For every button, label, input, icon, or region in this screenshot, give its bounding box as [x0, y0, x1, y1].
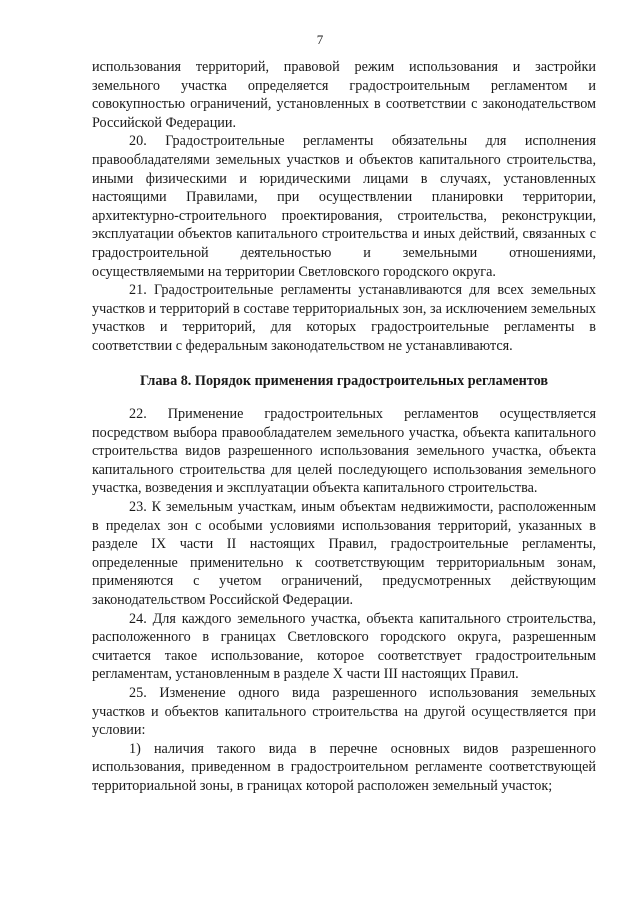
document-body: [92, 58, 596, 796]
page-number: 7: [316, 32, 324, 47]
paragraph-23: 23. К земельным участкам, иным объектам недвижимости, расположенным в пределах зон с особыми условиями использования территорий, указанных в разделе IX части II настоящих Правил, градостроительные регламенты, определенные применительно к соответствующим территориальным зонам, применяются с учетом ограничений, предусмотренных действующим законодательством Российской Федерации.: [92, 499, 596, 609]
paragraph-20: 20. Градостроительные регламенты обязательны для исполнения правообладателями земельных участков и объектов капитального строительства, иными физическими и юридическими лицами в случаях, установленных настоящими Правилами, при осуществлении планировки территории, архитектурно-строительного проектирования, строительства, реконструкции, эксплуатации объектов капитального строительства и иных действий, связанных с градостроительной деятельностью и земельными отношениями, осуществляемыми на территории Светловского городского округа.: [92, 133, 596, 280]
paragraph-25: 25. Изменение одного вида разрешенного использования земельных участков и объектов капитального строительства на другой осуществляется при условии:: [92, 685, 596, 739]
chapter-heading: Глава 8. Порядок применения градостроительных регламентов: [139, 372, 549, 389]
paragraph-22: 22. Применение градостроительных регламентов осуществляется посредством выбора правообладателем земельного участка, объекта капитального строительства видов разрешенного использования земельного участка, объекта капитального строительства для целей последующего использования земельного участка, возведения и эксплуатации объекта капитального строительства.: [92, 406, 596, 497]
paragraph-24: 24. Для каждого земельного участка, объекта капитального строительства, расположенного в границах Светловского городского округа, разрешенным считается такое использование, которое соответствует градостроительным регламентам, установленным в разделе X части III настоящих Правил.: [92, 610, 596, 683]
paragraph-21: 21. Градостроительные регламенты устанавливаются для всех земельных участков и территорий в составе территориальных зон, за исключением земельных участков и территорий, для которых градостроительные регламенты в соответствии с федеральным законодательством не устанавливаются.: [92, 282, 596, 354]
paragraph-25-item-1: 1) наличия такого вида в перечне основных видов разрешенного использования, приведенном в градостроительном регламенте соответствующей территориальной зоны, в границах которой расположен земельный участок;: [92, 740, 596, 794]
paragraph-continuation: использования территорий, правовой режим использования и застройки земельного участка определяется градостроительным регламентом и совокупностью ограничений, установленных в соответствии с законодательством Российской Федерации.: [92, 59, 596, 131]
